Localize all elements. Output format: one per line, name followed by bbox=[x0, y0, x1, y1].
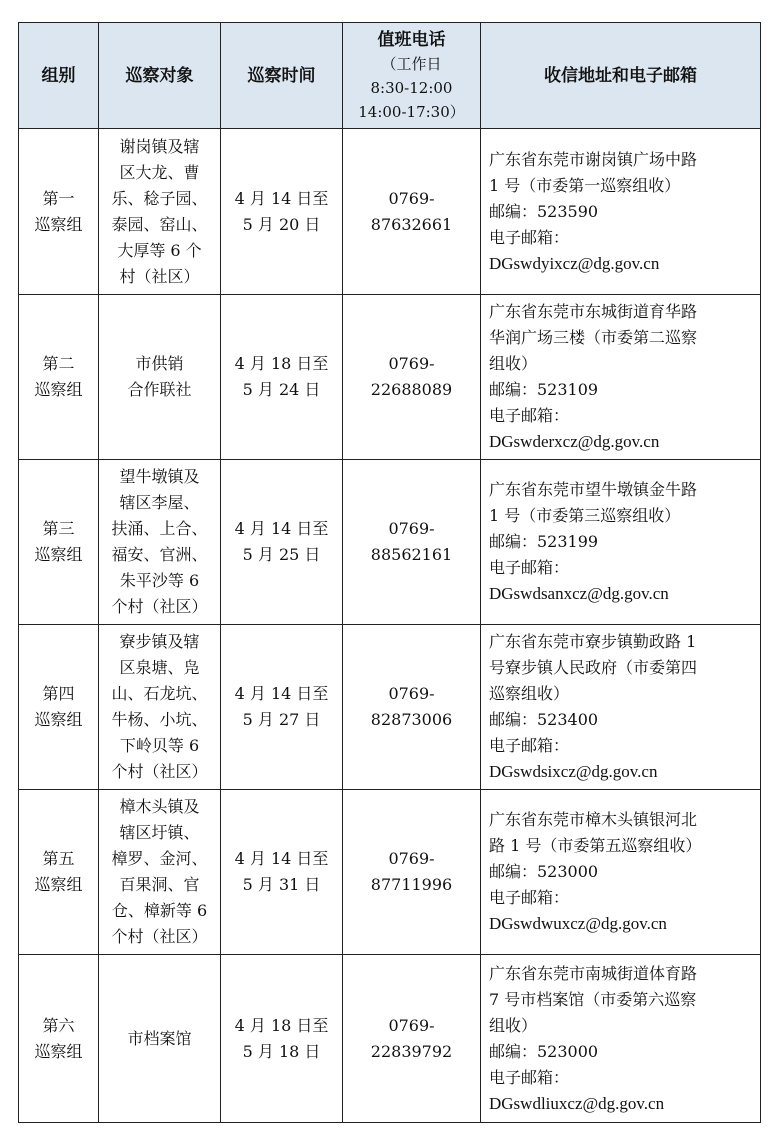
cell-address-line: 广东省东莞市寮步镇勤政路 1 bbox=[489, 632, 697, 651]
cell-address-line: 电子邮箱： bbox=[489, 558, 570, 577]
cell-phone bbox=[343, 790, 481, 955]
cell-period-line: 5 月 18 日 bbox=[242, 1041, 321, 1061]
cell-target-line: 百果洞、官 bbox=[119, 875, 200, 894]
cell-target-line: 谢岗镇及辖 bbox=[119, 136, 200, 156]
header-target: 巡察对象 bbox=[99, 23, 221, 129]
cell-target-line: 泰园、窑山、 bbox=[111, 214, 208, 234]
cell-target-line: 牛杨、小坑、 bbox=[111, 710, 208, 729]
cell-address-line: 电子邮箱： bbox=[489, 1067, 570, 1087]
cell-address-line: 电子邮箱： bbox=[489, 406, 570, 425]
cell-phone-line: 88562161 bbox=[370, 545, 453, 564]
cell-phone-line: 0769- bbox=[388, 849, 435, 868]
cell-address bbox=[481, 295, 761, 460]
cell-group-line: 巡察组 bbox=[34, 380, 83, 399]
cell-group-line: 第一 bbox=[42, 188, 75, 208]
cell-address bbox=[481, 625, 761, 790]
cell-address-line: 广东省东莞市东城街道育华路 bbox=[489, 302, 698, 321]
cell-phone-line: 0769- bbox=[388, 188, 435, 208]
cell-address-line: 广东省东莞市南城街道体育路 bbox=[489, 963, 698, 983]
cell-address-line: 电子邮箱： bbox=[489, 888, 570, 907]
cell-target-line: 望牛墩镇及 bbox=[119, 467, 200, 486]
cell-target-line: 区泉塘、凫 bbox=[119, 658, 200, 677]
cell-target bbox=[99, 790, 221, 955]
email-address: DGswdwuxcz@dg.gov.cn bbox=[489, 914, 667, 933]
cell-phone-line: 22688089 bbox=[370, 380, 453, 399]
cell-target-line: 合作联社 bbox=[127, 380, 192, 399]
email-address: DGswdyixcz@dg.gov.cn bbox=[489, 253, 660, 273]
cell-group-line: 巡察组 bbox=[34, 875, 83, 894]
table-row bbox=[19, 955, 761, 1123]
cell-period-line: 5 月 25 日 bbox=[242, 545, 321, 564]
cell-target bbox=[99, 955, 221, 1123]
email-address: DGswderxcz@dg.gov.cn bbox=[489, 432, 660, 451]
cell-group-line: 第三 bbox=[42, 519, 75, 538]
cell-period-line: 4 月 14 日至 bbox=[234, 849, 329, 868]
cell-target-line: 朱平沙等 6 bbox=[119, 571, 200, 590]
table-row bbox=[19, 129, 761, 295]
cell-period-line: 4 月 14 日至 bbox=[234, 519, 329, 538]
cell-phone bbox=[343, 460, 481, 625]
cell-address bbox=[481, 460, 761, 625]
cell-address-line: 电子邮箱： bbox=[489, 736, 570, 755]
cell-phone bbox=[343, 295, 481, 460]
cell-target-line: 下岭贝等 6 bbox=[119, 736, 200, 755]
cell-target-line: 个村（社区） bbox=[111, 762, 208, 781]
cell-target-line: 个村（社区） bbox=[111, 597, 208, 616]
cell-target bbox=[99, 129, 221, 295]
cell-address bbox=[481, 129, 761, 295]
cell-target-line: 区大龙、曹 bbox=[119, 162, 200, 182]
cell-phone bbox=[343, 625, 481, 790]
header-phone-morning: 8:30-12:00 bbox=[370, 78, 453, 97]
cell-target-line: 辖区李屋、 bbox=[119, 493, 200, 512]
cell-phone-line: 87711996 bbox=[370, 875, 453, 894]
cell-phone-line: 87632661 bbox=[370, 214, 453, 234]
header-period: 巡察时间 bbox=[221, 23, 343, 129]
cell-address-line: 1 号（市委第一巡察组收） bbox=[489, 175, 681, 195]
cell-group-line: 第六 bbox=[42, 1015, 75, 1035]
cell-phone-line: 0769- bbox=[388, 684, 435, 703]
cell-period-line: 5 月 24 日 bbox=[242, 380, 321, 399]
cell-phone-line: 82873006 bbox=[370, 710, 453, 729]
cell-group-line: 巡察组 bbox=[34, 710, 83, 729]
cell-address-line: 电子邮箱： bbox=[489, 227, 570, 247]
cell-address bbox=[481, 955, 761, 1123]
cell-address-line: 路 1 号（市委第五巡察组收） bbox=[489, 836, 702, 855]
cell-address-line: 巡察组收） bbox=[489, 684, 570, 703]
cell-period-line: 5 月 20 日 bbox=[242, 214, 321, 234]
cell-target-line: 樟木头镇及 bbox=[119, 797, 200, 816]
cell-address-line: 邮编：523590 bbox=[489, 201, 599, 221]
cell-address-line: 邮编：523109 bbox=[489, 380, 599, 399]
header-phone bbox=[343, 23, 481, 129]
cell-address-line: 广东省东莞市樟木头镇银河北 bbox=[489, 810, 698, 829]
cell-group-line: 巡察组 bbox=[34, 214, 83, 234]
header-phone-workday: （工作日 bbox=[381, 54, 442, 73]
cell-address-line: 组收） bbox=[489, 1015, 538, 1035]
cell-target-line: 仓、樟新等 6 bbox=[111, 901, 208, 920]
cell-group bbox=[19, 790, 99, 955]
cell-address bbox=[481, 790, 761, 955]
header-address: 收信地址和电子邮箱 bbox=[481, 23, 761, 129]
cell-period-line: 5 月 27 日 bbox=[242, 710, 321, 729]
table-header-row bbox=[19, 23, 761, 129]
cell-group-line: 巡察组 bbox=[34, 545, 83, 564]
table-row bbox=[19, 790, 761, 955]
cell-group bbox=[19, 295, 99, 460]
cell-target-line: 寮步镇及辖 bbox=[119, 632, 200, 651]
email-address: DGswdsixcz@dg.gov.cn bbox=[489, 762, 658, 781]
cell-address-line: 邮编：523000 bbox=[489, 862, 599, 881]
cell-address-line: 7 号市档案馆（市委第六巡察 bbox=[489, 989, 697, 1009]
email-address: DGswdliuxcz@dg.gov.cn bbox=[489, 1093, 665, 1113]
cell-target-line: 辖区圩镇、 bbox=[119, 823, 200, 842]
cell-group bbox=[19, 955, 99, 1123]
cell-phone-line: 22839792 bbox=[370, 1041, 453, 1061]
cell-target-line: 乐、稔子园、 bbox=[111, 188, 208, 208]
cell-target bbox=[99, 460, 221, 625]
cell-period bbox=[221, 460, 343, 625]
cell-phone bbox=[343, 955, 481, 1123]
header-phone-title: 值班电话 bbox=[377, 29, 446, 50]
cell-group-line: 第二 bbox=[42, 354, 75, 373]
cell-target bbox=[99, 625, 221, 790]
cell-period bbox=[221, 129, 343, 295]
cell-address-line: 组收） bbox=[489, 354, 538, 373]
cell-period-line: 4 月 18 日至 bbox=[234, 1015, 329, 1035]
cell-address-line: 1 号（市委第三巡察组收） bbox=[489, 506, 681, 525]
email-address: DGswdsanxcz@dg.gov.cn bbox=[489, 584, 669, 603]
cell-target-line: 扶涌、上合、 bbox=[111, 519, 208, 538]
cell-target-line: 大厚等 6 个 bbox=[117, 240, 202, 260]
cell-phone bbox=[343, 129, 481, 295]
cell-target-line: 市供销 bbox=[135, 354, 184, 373]
cell-target-line: 个村（社区） bbox=[111, 927, 208, 946]
cell-target-line: 山、石龙坑、 bbox=[111, 684, 208, 703]
cell-group-line: 巡察组 bbox=[34, 1041, 83, 1061]
table-row bbox=[19, 460, 761, 625]
cell-group-line: 第五 bbox=[42, 849, 75, 868]
cell-address-line: 广东省东莞市谢岗镇广场中路 bbox=[489, 149, 698, 169]
cell-period-line: 4 月 18 日至 bbox=[234, 354, 329, 373]
cell-target-line: 樟罗、金河、 bbox=[111, 849, 208, 868]
cell-target-line: 福安、官洲、 bbox=[111, 545, 208, 564]
cell-group-line: 第四 bbox=[42, 684, 75, 703]
table-row bbox=[19, 295, 761, 460]
cell-group bbox=[19, 460, 99, 625]
cell-target bbox=[99, 295, 221, 460]
cell-address-line: 广东省东莞市望牛墩镇金牛路 bbox=[489, 480, 698, 499]
cell-period bbox=[221, 625, 343, 790]
header-group: 组别 bbox=[19, 23, 99, 129]
cell-phone-line: 0769- bbox=[388, 1015, 435, 1035]
cell-period bbox=[221, 295, 343, 460]
cell-address-line: 邮编：523199 bbox=[489, 532, 599, 551]
cell-period-line: 4 月 14 日至 bbox=[234, 684, 329, 703]
cell-period-line: 4 月 14 日至 bbox=[234, 188, 329, 208]
cell-address-line: 邮编：523000 bbox=[489, 1041, 599, 1061]
cell-period bbox=[221, 955, 343, 1123]
cell-group bbox=[19, 625, 99, 790]
table-body bbox=[19, 129, 761, 1123]
header-phone-afternoon: 14:00-17:30） bbox=[358, 102, 465, 121]
cell-phone-line: 0769- bbox=[388, 519, 435, 538]
cell-period-line: 5 月 31 日 bbox=[242, 875, 321, 894]
table-row bbox=[19, 625, 761, 790]
cell-address-line: 邮编：523400 bbox=[489, 710, 599, 729]
cell-target-line: 村（社区） bbox=[119, 266, 200, 286]
cell-address-line: 号寮步镇人民政府（市委第四 bbox=[489, 658, 698, 677]
cell-period bbox=[221, 790, 343, 955]
inspection-contact-table bbox=[18, 22, 761, 1123]
cell-group bbox=[19, 129, 99, 295]
cell-target-line: 市档案馆 bbox=[127, 1028, 192, 1048]
cell-phone-line: 0769- bbox=[388, 354, 435, 373]
cell-address-line: 华润广场三楼（市委第二巡察 bbox=[489, 328, 698, 347]
